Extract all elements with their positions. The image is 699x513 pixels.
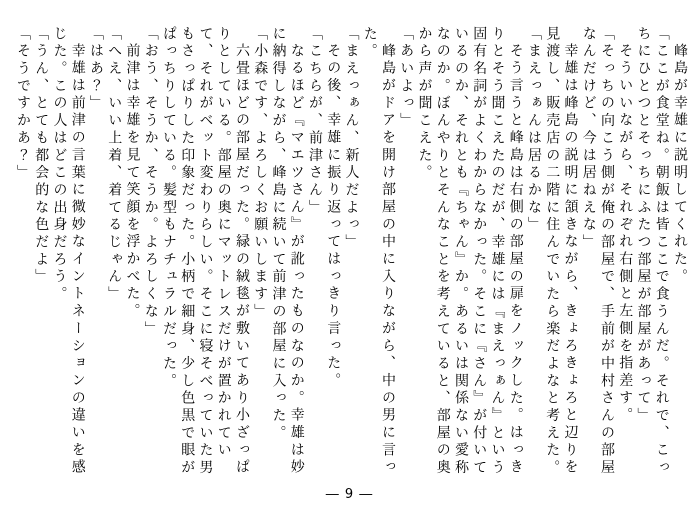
paragraph-10: 「まえっぁん、新人だよっ」 bbox=[343, 26, 360, 252]
paragraph-8: 「あいよっ」 bbox=[398, 26, 415, 131]
paragraph-15: 六畳ほどの部屋だった。緑の絨毯が敷いてあり小ざっぱりとしている。部屋の奥にマットレスだけが置かれていて、それがベット変わりらしい。そこに寝そべっていた男もさっぱりした印象だった。小柄で細身、少し色黒で眼がぱっちりしている。髪型もナチュラルだった。 bbox=[161, 26, 250, 478]
paragraph-17: 前津は幸雄を見て笑顔を浮かべた。 bbox=[124, 43, 141, 321]
paragraph-6: 「まえっぁんは居るかな」 bbox=[526, 26, 542, 235]
paragraph-14: 「小森です、よろしくお願いします」 bbox=[252, 26, 269, 321]
paragraph-9: 峰島がドアを開け部屋の中に入りながら、中の男に言った。 bbox=[361, 26, 396, 478]
paragraph-1: 峰島が幸雄に説明してくれた。 bbox=[672, 43, 688, 287]
paragraph-2: 「ここが食堂ね。朝飯は皆ここで食うんだ。それで、こっちにひとつとそっちにふたつ部屋が部屋があって」 bbox=[635, 26, 670, 478]
paragraph-16: 「おう、そうか、そうか。よろしくな」 bbox=[142, 26, 159, 339]
paragraph-18: 「へえ、いい上着、着てるじゃん」 bbox=[106, 26, 123, 304]
paragraph-12: 「こちらが、前津さん」 bbox=[307, 26, 323, 217]
paragraph-19: 「はあ？」 bbox=[88, 26, 104, 113]
paragraph-4: 「そっちの向こう側が俺の部屋で、手前が中村さんの部屋なんだけど、今は居ねえな」 bbox=[580, 26, 615, 478]
paragraph-22: 「そうですかあ？」 bbox=[15, 26, 31, 183]
paragraph-21: 「うん、とても都会的な色だよ」 bbox=[33, 26, 50, 287]
page-number: ― 9 ― bbox=[325, 487, 374, 502]
page-text bbox=[14, 26, 689, 480]
paragraph-13: なるほど『マエツさん』が訛ったものなのか。幸雄は妙に納得しながら、峰島に続いて前津の部屋に入った。 bbox=[270, 26, 305, 478]
paragraph-7: そう言うと峰島は右側の部屋の扉をノックした。はっきりとそう聞こえたのだが、幸雄には『まえっぁん』という固有名詞がよくわからなかった。そこに『さん』が付いているのか、それとも『ちゃん』か。あるいは関係ない愛称なのか。ぼんやりとそんなことを考えていると、部屋の奥から声が聞こえた。 bbox=[416, 26, 524, 478]
paragraph-3: そういいながら、それぞれ右側と左側を指差す。 bbox=[617, 43, 634, 426]
paragraph-5: 幸雄は峰島の説明に頷きながら、きょろきょろと辺りを見渡し、販売店の二階に住んでいたら楽だよなと考えた。 bbox=[544, 26, 579, 478]
paragraph-20: 幸雄は前津の言葉に微妙なイントネーションの違いを感じた。この人はどこの出身だろう。 bbox=[51, 26, 86, 478]
paragraph-11: その後、幸雄に振り返ってはっきり言った。 bbox=[325, 43, 342, 391]
